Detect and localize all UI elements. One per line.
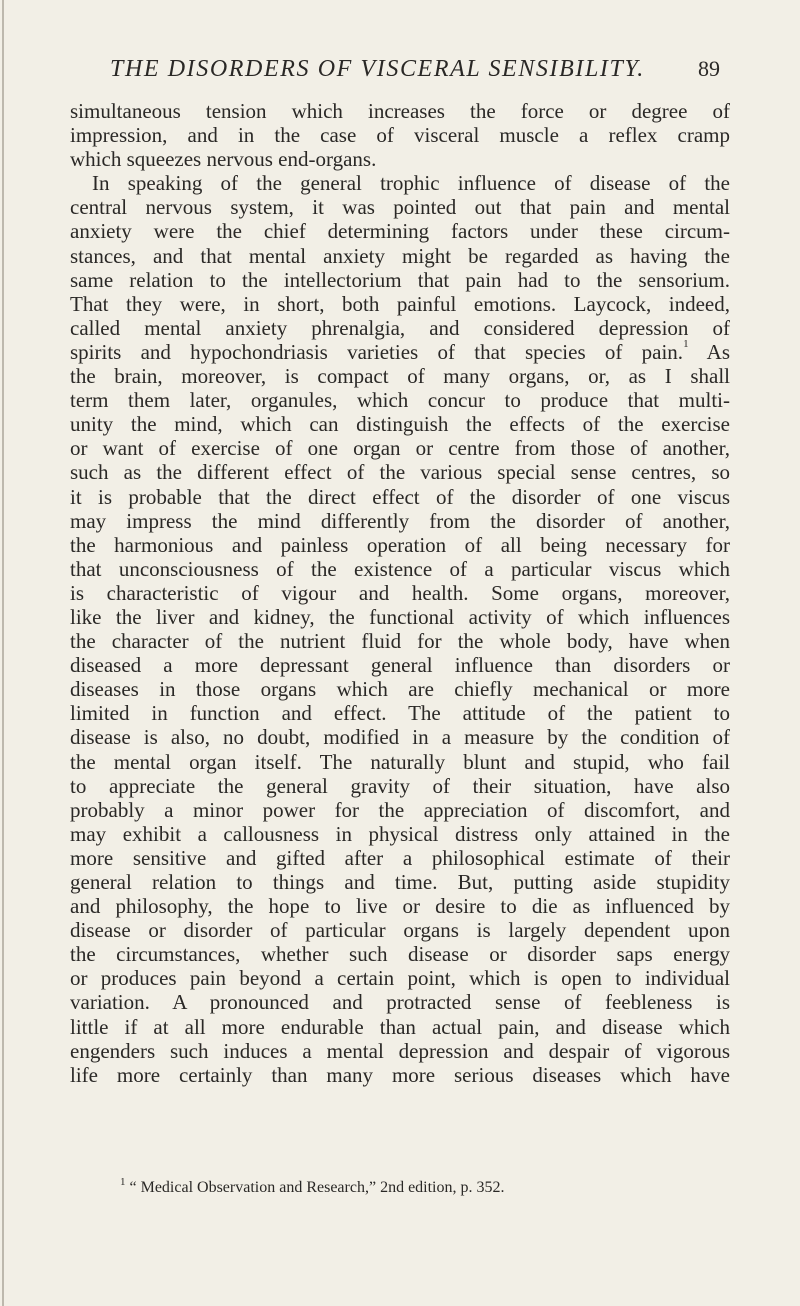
text-segment: spirits and hypochondriasis varieties of that species of pain. — [70, 339, 684, 364]
text-line: impression, and in the case of visceral muscle a reflex cramp — [70, 123, 730, 148]
running-title: THE DISORDERS OF VISCERAL SENSIBILITY. — [110, 56, 645, 82]
text-line: or want of exercise of one organ or centre from those of another, — [70, 436, 730, 461]
text-line: which squeezes nervous end-organs. — [70, 147, 377, 172]
body-text — [70, 99, 730, 1087]
text-line: little if at all more endurable than actual pain, and disease which — [70, 1014, 730, 1039]
page-edge-shadow — [2, 0, 4, 1306]
text-line: variation. A pronounced and protracted sense of feebleness is — [70, 990, 730, 1015]
text-line: central nervous system, it was pointed out that pain and mental — [70, 195, 730, 220]
text-line: life more certainly than many more serious diseases which have — [70, 1062, 730, 1087]
text-line: In speaking of the general trophic influence of disease of the — [92, 171, 730, 196]
text-line: diseases in those organs which are chiefly mechanical or more — [70, 677, 730, 702]
text-line: may exhibit a callousness in physical distress only attained in the — [70, 821, 730, 846]
text-line: same relation to the intellectorium that pain had to the sensorium. — [70, 267, 730, 292]
text-segment: As — [706, 339, 731, 364]
text-line: may impress the mind differently from the disorder of another, — [70, 508, 730, 533]
text-line: anxiety were the chief determining factors under these circum- — [70, 219, 730, 244]
text-line: such as the different effect of the various special sense centres, so — [70, 460, 730, 485]
text-line-with-footnote — [70, 337, 731, 364]
text-line: unity the mind, which can distinguish the effects of the exercise — [70, 412, 730, 437]
text-line: simultaneous tension which increases the force or degree of — [70, 99, 730, 123]
page-number: 89 — [698, 56, 720, 81]
footnote-reference: 1 — [683, 337, 689, 350]
text-line: the harmonious and painless operation of all being necessary for — [70, 532, 730, 557]
running-head — [110, 56, 720, 90]
text-line: engenders such induces a mental depression and despair of vigorous — [70, 1038, 730, 1063]
text-line: probably a minor power for the appreciation of discomfort, and — [70, 797, 730, 822]
text-line: That they were, in short, both painful emotions. Laycock, indeed, — [70, 291, 730, 316]
text-line: diseased a more depressant general influence than disorders or — [70, 653, 730, 678]
text-line: disease or disorder of particular organs is largely dependent upon — [70, 918, 730, 943]
text-line: stances, and that mental anxiety might be regarded as having the — [70, 243, 730, 268]
text-line: term them later, organules, which concur to produce that multi- — [70, 388, 730, 413]
text-line: called mental anxiety phrenalgia, and considered depression of — [70, 315, 730, 340]
text-line: the brain, moreover, is compact of many organs, or, as I shall — [70, 364, 730, 389]
text-line: the circumstances, whether such disease or disorder saps energy — [70, 942, 730, 967]
text-line: disease is also, no doubt, modified in a measure by the condition of — [70, 725, 730, 750]
text-line: like the liver and kidney, the functional activity of which influences — [70, 604, 730, 629]
text-line: it is probable that the direct effect of the disorder of one viscus — [70, 484, 730, 509]
text-line: that unconsciousness of the existence of a particular viscus which — [70, 556, 730, 581]
text-line: general relation to things and time. But, putting aside stupidity — [70, 870, 730, 894]
footnote — [120, 1178, 505, 1198]
footnote-marker: 1 — [120, 1176, 126, 1188]
text-line: or produces pain beyond a certain point, which is open to individual — [70, 966, 730, 991]
text-line: more sensitive and gifted after a philosophical estimate of their — [70, 845, 730, 870]
text-line: the mental organ itself. The naturally blunt and stupid, who fail — [70, 749, 730, 774]
text-line: is characteristic of vigour and health. Some organs, moreover, — [70, 580, 730, 605]
text-line: limited in function and effect. The attitude of the patient to — [70, 701, 730, 726]
footnote-text: “ Medical Observation and Research,” 2nd edition, p. 352. — [129, 1179, 505, 1196]
text-line: and philosophy, the hope to live or desire to die as influenced by — [70, 894, 730, 919]
text-line: to appreciate the general gravity of their situation, have also — [70, 773, 730, 798]
text-line: the character of the nutrient fluid for the whole body, have when — [70, 629, 730, 654]
